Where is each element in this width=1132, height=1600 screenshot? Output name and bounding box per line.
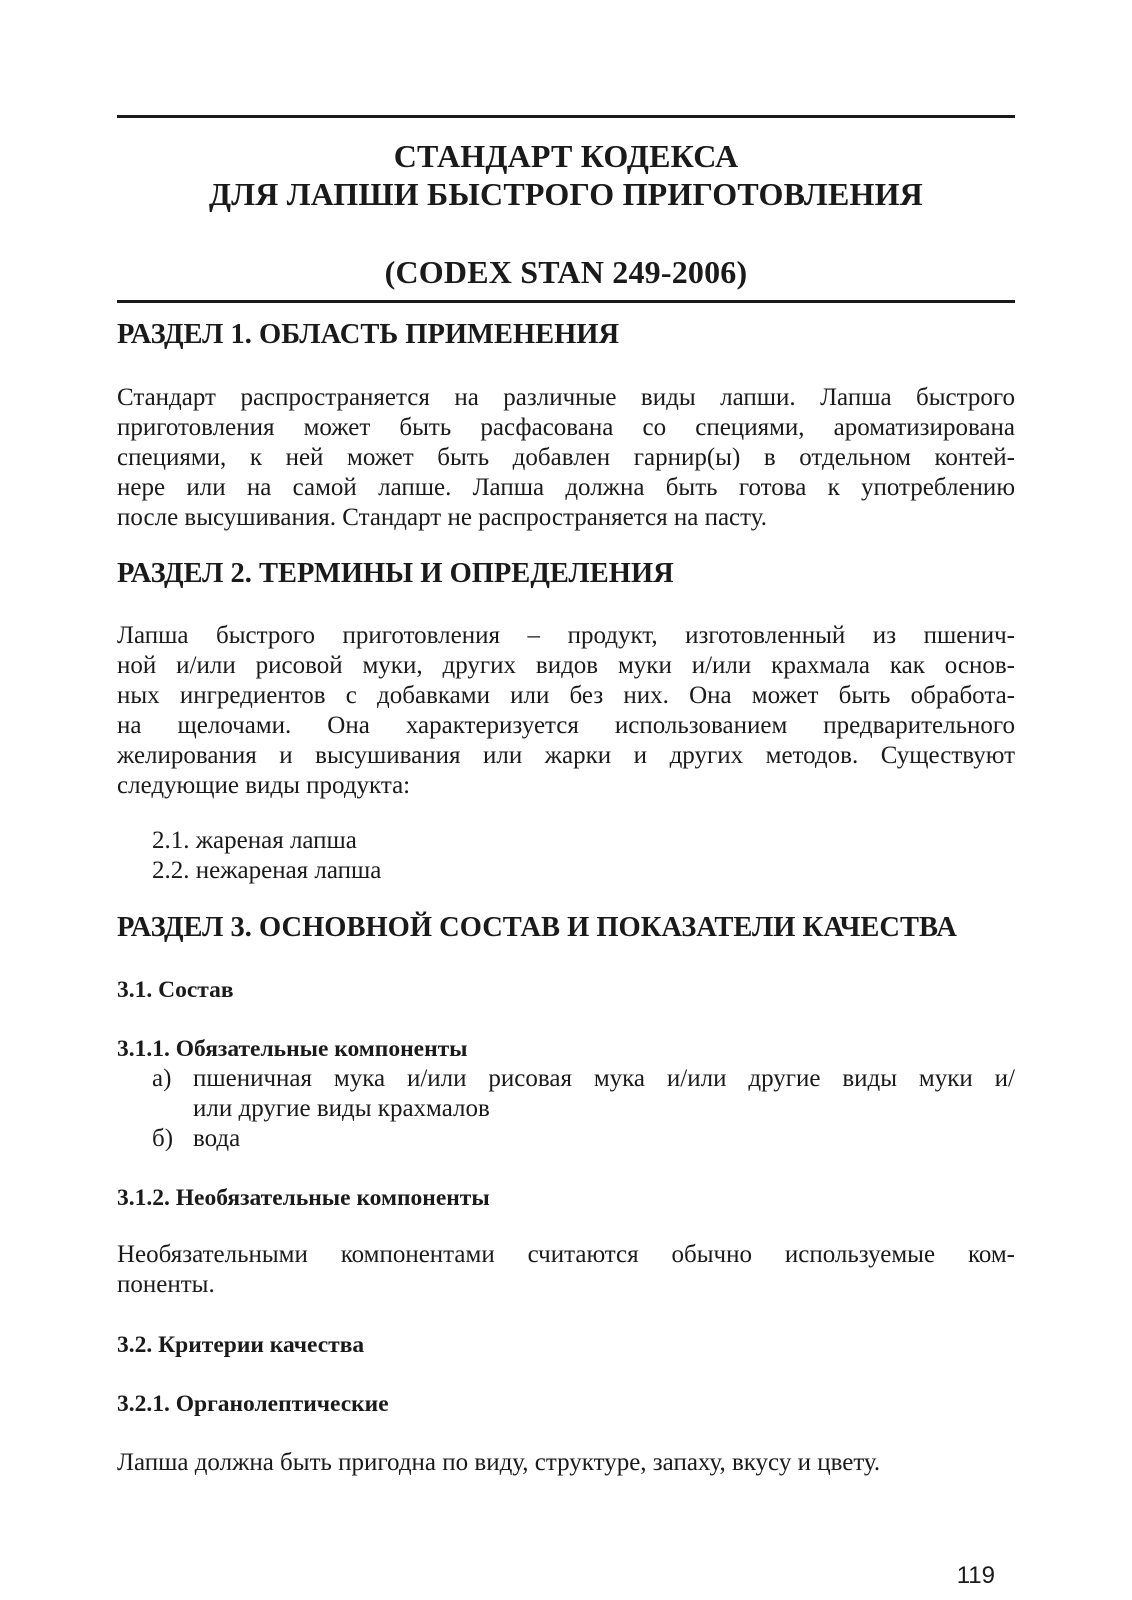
paragraph-line: следующие виды продукта:: [117, 772, 411, 799]
list-item: 2.1. жареная лапша: [152, 827, 357, 854]
top-rule: [117, 115, 1015, 118]
bottom-rule: [117, 300, 1015, 303]
standard-code: (CODEX STAN 249-2006): [384, 254, 748, 290]
paragraph-line: после высушивания. Стандарт не распространяется на пасту.: [117, 504, 767, 531]
subsection-heading: 3.2. Критерии качества: [117, 1332, 365, 1358]
paragraph-line: поненты.: [117, 1271, 215, 1298]
paragraph-line: Лапша должна быть пригодна по виду, структуре, запаху, вкусу и цвету.: [117, 1449, 881, 1476]
optional-paragraph: [117, 1240, 1015, 1300]
paragraph-line: ной и/или рисовой муки, других видов муки и/или крахмала как основ-: [117, 652, 1015, 679]
page-number: 119: [956, 1562, 995, 1589]
organoleptic-paragraph: [117, 1448, 1015, 1478]
paragraph-line: нере или на самой лапше. Лапша должна быть готова к употреблению: [117, 474, 1015, 501]
list-item: [193, 1124, 1015, 1154]
subsection-heading: 3.1.1. Обязательные компоненты: [117, 1036, 468, 1062]
section3-heading: РАЗДЕЛ 3. ОСНОВНОЙ СОСТАВ И ПОКАЗАТЕЛИ КАЧЕСТВА: [117, 912, 957, 943]
section2-heading: РАЗДЕЛ 2. ТЕРМИНЫ И ОПРЕДЕЛЕНИЯ: [117, 558, 674, 589]
list-item: 2.2. нежареная лапша: [152, 857, 382, 884]
page-title-line2: ДЛЯ ЛАПШИ БЫСТРОГО ПРИГОТОВЛЕНИЯ: [209, 176, 923, 212]
page-title-line1: СТАНДАРТ КОДЕКСА: [393, 138, 739, 174]
paragraph-line: Лапша быстрого приготовления – продукт, изготовленный из пшенич-: [117, 622, 1015, 649]
paragraph-line: ных ингредиентов с добавками или без них. Она может быть обработа-: [117, 682, 1015, 709]
list-item: [193, 1064, 1015, 1124]
subsection-heading: 3.2.1. Органолептические: [117, 1391, 389, 1417]
paragraph-line: приготовления может быть расфасована со специями, ароматизирована: [117, 414, 1015, 441]
list-item-line: или другие виды крахмалов: [193, 1095, 490, 1122]
section1-heading: РАЗДЕЛ 1. ОБЛАСТЬ ПРИМЕНЕНИЯ: [117, 319, 620, 350]
subsection-heading: 3.1.2. Необязательные компоненты: [117, 1185, 490, 1211]
list-marker: а): [152, 1065, 172, 1092]
section2-paragraph: [117, 621, 1015, 801]
list-item-line: пшеничная мука и/или рисовая мука и/или другие виды муки и/: [193, 1065, 1015, 1092]
subsection-heading: 3.1. Состав: [117, 977, 234, 1003]
paragraph-line: Необязательными компонентами считаются обычно используемые ком-: [117, 1241, 1015, 1268]
paragraph-line: специями, к ней может быть добавлен гарнир(ы) в отдельном контей-: [117, 444, 1015, 471]
paragraph-line: Стандарт распространяется на различные виды лапши. Лапша быстрого: [117, 384, 1015, 411]
list-marker: б): [152, 1125, 174, 1152]
section1-paragraph: [117, 383, 1015, 533]
paragraph-line: на щелочами. Она характеризуется использованием предварительного: [117, 712, 1015, 739]
list-item-line: вода: [193, 1125, 241, 1152]
paragraph-line: желирования и высушивания или жарки и других методов. Существуют: [117, 742, 1015, 769]
